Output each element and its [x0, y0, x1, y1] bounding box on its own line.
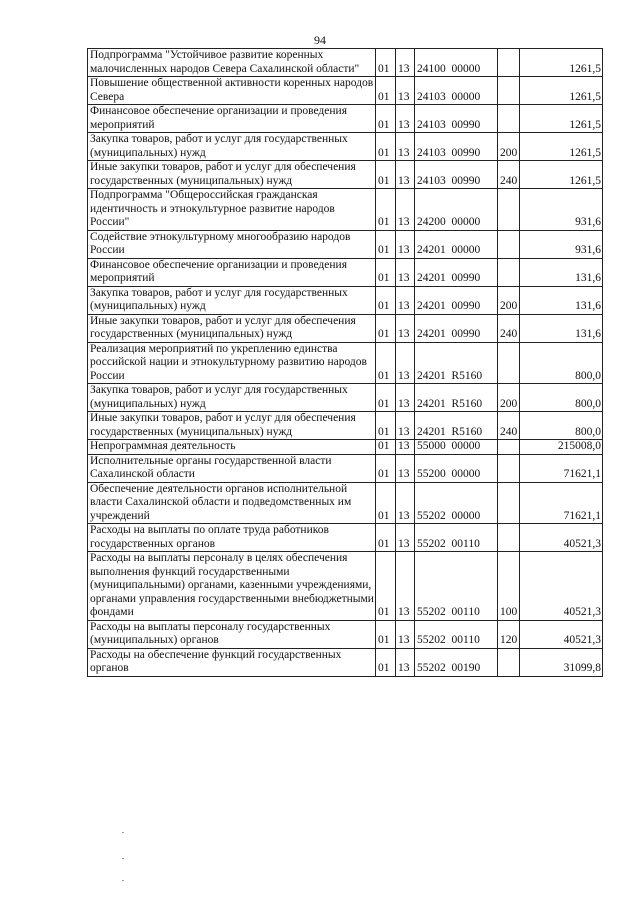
table-row — [88, 482, 603, 524]
row-section-code: 01 — [376, 49, 396, 77]
table-row — [88, 286, 603, 314]
row-subsection-code: 13 — [396, 482, 415, 524]
row-subsection-code: 13 — [396, 105, 415, 133]
table-row — [88, 77, 603, 105]
row-section-code: 01 — [376, 412, 396, 440]
row-section-code: 01 — [376, 440, 396, 455]
row-expense-type-code: 200 — [498, 384, 520, 412]
row-target-article-code: 55202 00190 — [415, 648, 498, 676]
row-name: Иные закупки товаров, работ и услуг для обеспечения государственных (муниципальных) нужд — [88, 314, 376, 342]
row-amount: 931,6 — [520, 189, 603, 231]
row-amount: 1261,5 — [520, 77, 603, 105]
table-row — [88, 648, 603, 676]
row-amount: 131,6 — [520, 258, 603, 286]
row-target-article-code: 55200 00000 — [415, 454, 498, 482]
row-name: Расходы на обеспечение функций государственных органов — [88, 648, 376, 676]
row-expense-type-code — [498, 105, 520, 133]
table-row — [88, 105, 603, 133]
table-row — [88, 314, 603, 342]
row-target-article-code: 24100 00000 — [415, 49, 498, 77]
row-name: Обеспечение деятельности органов исполнительной власти Сахалинской области и подведомственных им учреждений — [88, 482, 376, 524]
row-section-code: 01 — [376, 648, 396, 676]
row-name: Исполнительные органы государственной власти Сахалинской области — [88, 454, 376, 482]
budget-table-body — [88, 49, 603, 677]
row-expense-type-code — [498, 230, 520, 258]
row-name: Непрограммная деятельность — [88, 440, 376, 455]
row-target-article-code: 55202 00110 — [415, 524, 498, 552]
row-name: Закупка товаров, работ и услуг для государственных (муниципальных) нужд — [88, 286, 376, 314]
table-row — [88, 258, 603, 286]
row-expense-type-code — [498, 49, 520, 77]
table-row — [88, 620, 603, 648]
row-amount: 31099,8 — [520, 648, 603, 676]
row-expense-type-code — [498, 440, 520, 455]
row-section-code: 01 — [376, 189, 396, 231]
row-name: Иные закупки товаров, работ и услуг для обеспечения государственных (муниципальных) нужд — [88, 161, 376, 189]
row-name: Расходы на выплаты по оплате труда работников государственных органов — [88, 524, 376, 552]
row-subsection-code: 13 — [396, 189, 415, 231]
row-amount: 71621,1 — [520, 454, 603, 482]
row-subsection-code: 13 — [396, 620, 415, 648]
row-name: Финансовое обеспечение организации и проведения мероприятий — [88, 258, 376, 286]
row-subsection-code: 13 — [396, 552, 415, 621]
row-target-article-code: 24201 00990 — [415, 286, 498, 314]
row-section-code: 01 — [376, 620, 396, 648]
row-name: Закупка товаров, работ и услуг для государственных (муниципальных) нужд — [88, 384, 376, 412]
row-name: Подпрограмма "Устойчивое развитие коренных малочисленных народов Севера Сахалинской области" — [88, 49, 376, 77]
row-section-code: 01 — [376, 161, 396, 189]
row-name: Реализация мероприятий по укреплению единства российской нации и этнокультурному развитию народов России — [88, 342, 376, 384]
table-row — [88, 454, 603, 482]
row-expense-type-code — [498, 482, 520, 524]
table-row — [88, 552, 603, 621]
row-target-article-code: 24103 00990 — [415, 161, 498, 189]
row-expense-type-code: 240 — [498, 412, 520, 440]
table-row — [88, 412, 603, 440]
row-expense-type-code — [498, 454, 520, 482]
row-section-code: 01 — [376, 286, 396, 314]
row-subsection-code: 13 — [396, 314, 415, 342]
page-number: 94 — [314, 33, 326, 47]
row-subsection-code: 13 — [396, 384, 415, 412]
row-expense-type-code: 120 — [498, 620, 520, 648]
row-target-article-code: 24201 R5160 — [415, 384, 498, 412]
row-amount: 40521,3 — [520, 620, 603, 648]
table-row — [88, 342, 603, 384]
row-name: Иные закупки товаров, работ и услуг для обеспечения государственных (муниципальных) нужд — [88, 412, 376, 440]
row-name: Закупка товаров, работ и услуг для государственных (муниципальных) нужд — [88, 133, 376, 161]
row-subsection-code: 13 — [396, 342, 415, 384]
row-target-article-code: 24201 R5160 — [415, 342, 498, 384]
row-name: Расходы на выплаты персоналу в целях обеспечения выполнения функций государственными (муниципальными) органами, казенными учреждениями, органами управления государственными внебюджетными фондами — [88, 552, 376, 621]
row-section-code: 01 — [376, 482, 396, 524]
row-target-article-code: 24201 00000 — [415, 230, 498, 258]
row-amount: 800,0 — [520, 412, 603, 440]
row-expense-type-code — [498, 77, 520, 105]
row-section-code: 01 — [376, 524, 396, 552]
row-section-code: 01 — [376, 314, 396, 342]
row-subsection-code: 13 — [396, 648, 415, 676]
row-subsection-code: 13 — [396, 258, 415, 286]
row-amount: 131,6 — [520, 314, 603, 342]
row-subsection-code: 13 — [396, 230, 415, 258]
budget-table — [87, 48, 603, 677]
row-expense-type-code: 240 — [498, 161, 520, 189]
row-amount: 1261,5 — [520, 133, 603, 161]
row-target-article-code: 24103 00000 — [415, 77, 498, 105]
row-amount: 800,0 — [520, 342, 603, 384]
row-target-article-code: 24103 00990 — [415, 133, 498, 161]
row-subsection-code: 13 — [396, 133, 415, 161]
row-expense-type-code — [498, 189, 520, 231]
table-row — [88, 189, 603, 231]
row-subsection-code: 13 — [396, 412, 415, 440]
row-target-article-code: 24201 R5160 — [415, 412, 498, 440]
row-subsection-code: 13 — [396, 454, 415, 482]
row-section-code: 01 — [376, 77, 396, 105]
row-expense-type-code — [498, 258, 520, 286]
row-section-code: 01 — [376, 258, 396, 286]
row-expense-type-code — [498, 648, 520, 676]
row-target-article-code: 24201 00990 — [415, 314, 498, 342]
row-subsection-code: 13 — [396, 440, 415, 455]
row-target-article-code: 55000 00000 — [415, 440, 498, 455]
scan-marks — [122, 832, 126, 882]
row-amount: 800,0 — [520, 384, 603, 412]
table-row — [88, 524, 603, 552]
row-subsection-code: 13 — [396, 524, 415, 552]
table-row — [88, 230, 603, 258]
row-section-code: 01 — [376, 552, 396, 621]
row-amount: 1261,5 — [520, 161, 603, 189]
row-subsection-code: 13 — [396, 49, 415, 77]
row-subsection-code: 13 — [396, 77, 415, 105]
table-row — [88, 440, 603, 455]
row-section-code: 01 — [376, 133, 396, 161]
row-section-code: 01 — [376, 384, 396, 412]
row-name: Финансовое обеспечение организации и проведения мероприятий — [88, 105, 376, 133]
row-target-article-code: 55202 00000 — [415, 482, 498, 524]
table-row — [88, 161, 603, 189]
row-target-article-code: 24200 00000 — [415, 189, 498, 231]
row-expense-type-code — [498, 342, 520, 384]
row-target-article-code: 55202 00110 — [415, 552, 498, 621]
row-subsection-code: 13 — [396, 161, 415, 189]
row-section-code: 01 — [376, 105, 396, 133]
row-name: Подпрограмма "Общероссийская гражданская идентичность и этнокультурное развитие народов России" — [88, 189, 376, 231]
table-row — [88, 133, 603, 161]
row-expense-type-code: 200 — [498, 133, 520, 161]
row-expense-type-code: 240 — [498, 314, 520, 342]
row-amount: 71621,1 — [520, 482, 603, 524]
row-name: Расходы на выплаты персоналу государственных (муниципальных) органов — [88, 620, 376, 648]
row-section-code: 01 — [376, 230, 396, 258]
row-amount: 1261,5 — [520, 105, 603, 133]
row-amount: 40521,3 — [520, 524, 603, 552]
table-row — [88, 49, 603, 77]
row-expense-type-code: 100 — [498, 552, 520, 621]
row-amount: 131,6 — [520, 286, 603, 314]
row-name: Содействие этнокультурному многообразию народов России — [88, 230, 376, 258]
table-row — [88, 384, 603, 412]
row-amount: 1261,5 — [520, 49, 603, 77]
row-expense-type-code: 200 — [498, 286, 520, 314]
row-expense-type-code — [498, 524, 520, 552]
row-name: Повышение общественной активности коренных народов Севера — [88, 77, 376, 105]
row-section-code: 01 — [376, 454, 396, 482]
row-amount: 931,6 — [520, 230, 603, 258]
row-amount: 40521,3 — [520, 552, 603, 621]
row-target-article-code: 24103 00990 — [415, 105, 498, 133]
row-section-code: 01 — [376, 342, 396, 384]
row-amount: 215008,0 — [520, 440, 603, 455]
row-target-article-code: 24201 00990 — [415, 258, 498, 286]
row-target-article-code: 55202 00110 — [415, 620, 498, 648]
row-subsection-code: 13 — [396, 286, 415, 314]
